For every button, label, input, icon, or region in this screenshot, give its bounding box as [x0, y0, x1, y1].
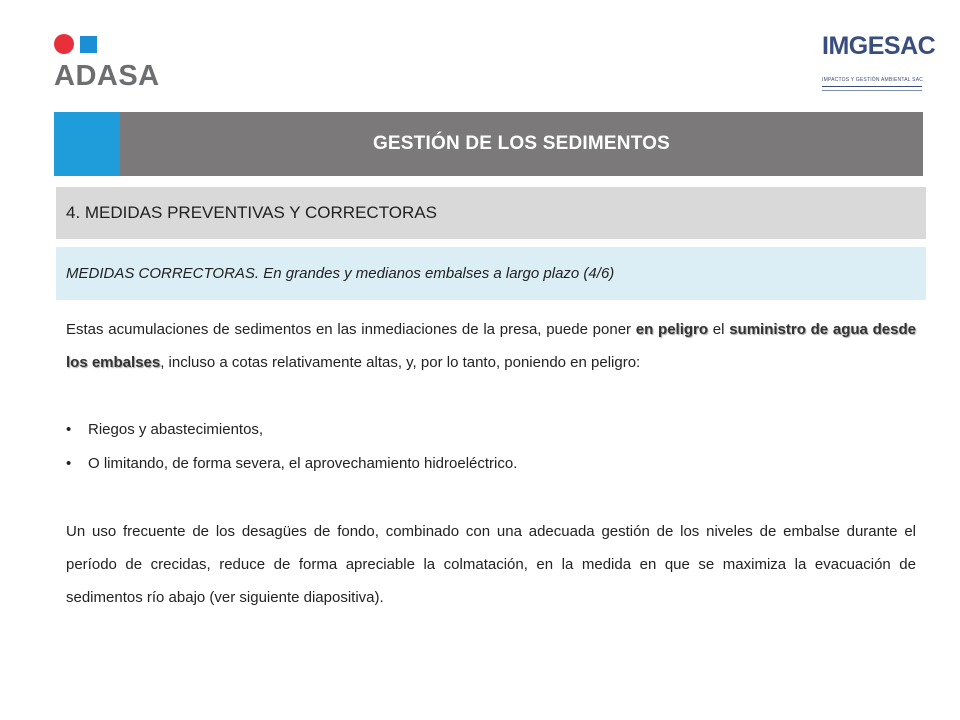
section-bar — [56, 187, 926, 239]
spacer — [66, 481, 916, 515]
bullet-list — [66, 413, 916, 481]
bullet-icon: • — [66, 455, 72, 472]
list-item — [66, 413, 916, 447]
adasa-logo — [54, 34, 174, 94]
highlight-en-peligro: en peligro — [635, 321, 709, 338]
paragraph-1 — [66, 313, 916, 379]
subtitle-bar — [56, 247, 926, 300]
imgesac-logo-tagline: IMPACTOS Y GESTIÓN AMBIENTAL SAC — [822, 77, 924, 83]
list-item — [66, 447, 916, 481]
imgesac-logo-rule — [822, 90, 922, 91]
title-bar — [54, 112, 923, 176]
page-title: GESTIÓN DE LOS SEDIMENTOS — [372, 133, 671, 154]
body-content — [66, 313, 916, 614]
logo-red-circle-icon — [54, 34, 74, 54]
adasa-logo-text: ADASA — [54, 60, 160, 92]
list-item-text: Riegos y abastecimientos, — [88, 421, 264, 438]
list-item-text: O limitando, de forma severa, el aprovechamiento hidroeléctrico. — [88, 455, 518, 472]
spacer — [66, 379, 916, 413]
section-heading: 4. MEDIDAS PREVENTIVAS Y CORRECTORAS — [66, 203, 437, 222]
imgesac-logo — [818, 32, 936, 96]
paragraph-1-text: Estas acumulaciones de sedimentos en las inmediaciones de la presa, puede poner — [66, 321, 636, 338]
paragraph-2: Un uso frecuente de los desagües de fondo, combinado con una adecuada gestión de los niveles de embalse durante el período de crecidas, reduce de forma apreciable la colmatación, en la medida en que se maximiza la evacuación de sedimentos río abajo (ver siguiente diapositiva). — [66, 523, 916, 606]
title-bar-main — [120, 112, 923, 176]
bullet-icon: • — [66, 421, 72, 438]
highlight-suministro: suministro de agua desde los embalses — [66, 321, 916, 371]
title-accent-block — [54, 112, 120, 176]
subtitle: MEDIDAS CORRECTORAS. En grandes y medianos embalses a largo plazo (4/6) — [66, 265, 615, 282]
imgesac-logo-text: IMGESAC — [822, 32, 936, 60]
paragraph-1-text: , incluso a cotas relativamente altas, y, por lo tanto, poniendo en peligro: — [160, 354, 641, 371]
imgesac-logo-rule — [822, 86, 922, 87]
logo-blue-square-icon — [80, 36, 97, 53]
paragraph-1-text: el — [708, 321, 730, 338]
